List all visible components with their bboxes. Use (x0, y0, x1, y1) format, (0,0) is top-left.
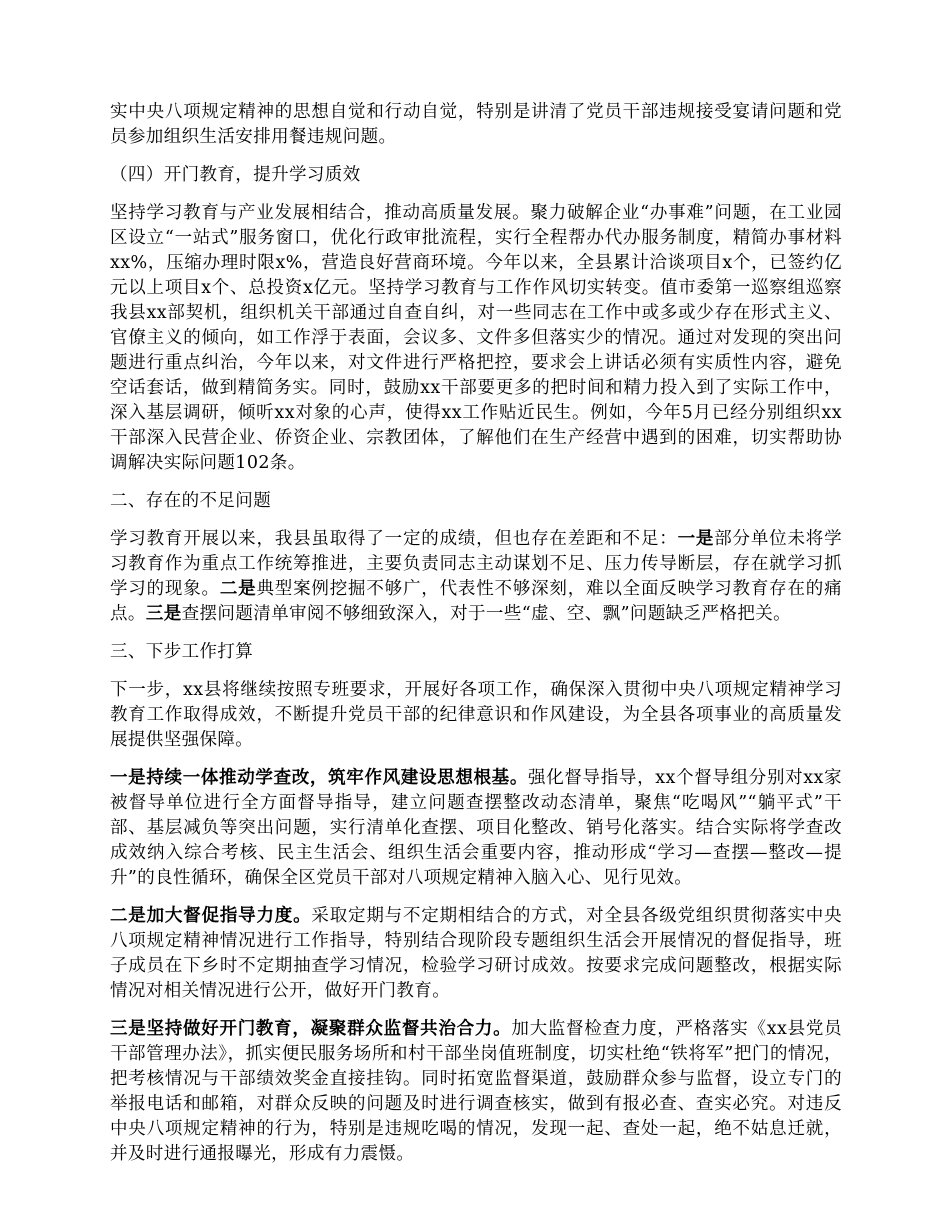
text-run: 查摆问题清单审阅不够细致深入，对于一些“虚、空、飘”问题缺乏严格把关。 (181, 604, 792, 624)
text-run: 部分单位未将学习教育作为重点工作统筹推进，主要负责同志主动谋划不足、压力传导断层，存在就学习抓学习的现象。 (110, 529, 842, 599)
text-run: 实中央八项规定精神的思想自觉和行动自觉，特别是讲清了党员干部违规接受宴请问题和党员参加组织生活安排用餐违规问题。 (110, 102, 842, 147)
bold-text-run: 二是 (219, 579, 257, 599)
section-heading (110, 640, 842, 665)
text-run: 下一步，xx县将继续按照专班要求，开展好各项工作，确保深入贯彻中央八项规定精神学习教育工作取得成效，不断提升党员干部的纪律意识和作风建设，为全县各项事业的高质量发展提供坚强保障。 (110, 680, 842, 750)
paragraph (110, 678, 842, 753)
section-heading (110, 163, 842, 188)
bold-text-run: 二是加大督促指导力度。 (110, 906, 312, 926)
text-run: 坚持学习教育与产业发展相结合，推动高质量发展。聚力破解企业“办事难”问题，在工业园区设立“一站式”服务窗口，优化行政审批流程，实行全程帮办代办服务制度，精简办事材料xx%，压缩办理时限x%，营造良好营商环境。今年以来，全县累计洽谈项目x个，已签约亿元以上项目x个、总投资x亿元。坚持学习教育与工作作风切实转变。值市委第一巡察组巡察我县xx部契机，组织机关干部通过自查自纠，对一些同志在工作中或多或少存在形式主义、官僚主义的倾向，如工作浮于表面，会议多、文件多但落实少的情况。通过对发现的突出问题进行重点纠治，今年以来，对文件进行严格把控，要求会上讲话必须有实质性内容，避免空话套话，做到精简务实。同时，鼓励xx干部要更多的把时间和精力投入到了实际工作中，深入基层调研，倾听xx对象的心声，使得xx工作贴近民生。例如，今年5月已经分别组织xx干部深入民营企业、侨资企业、宗教团体，了解他们在生产经营中遇到的困难，切实帮助协调解决实际问题102条。 (110, 203, 842, 473)
text-run: 加大监督检查力度，严格落实《xx县党员干部管理办法》，抓实便民服务场所和村干部坐岗值班制度，切实杜绝“铁将军”把门的情况，把考核情况与干部绩效奖金直接挂钩。同时拓宽监督渠道，鼓励群众参与监督，设立专门的举报电话和邮箱，对群众反映的问题及时进行调查核实，做到有报必查、查实必究。对违反中央八项规定精神的行为，特别是违规吃喝的情况，发现一起、查处一起，绝不姑息迁就，并及时进行通报曝光，形成有力震慑。 (110, 1019, 842, 1164)
section-heading (110, 489, 842, 514)
text-run: 强化督导指导，xx个督导组分别对xx家被督导单位进行全方面督导指导，建立问题查摆整改动态清单，聚焦“吃喝风”“躺平式”干部、基层减负等突出问题，实行清单化查摆、项目化整改、销号化落实。结合实际将学查改成效纳入综合考核、民主生活会、组织生活会重要内容，推动形成“学习—查摆—整改—提升”的良性循环，确保全区党员干部对八项规定精神入脑入心、见行见效。 (110, 768, 843, 888)
text-run: 三、下步工作打算 (110, 642, 254, 662)
bold-text-run: 三是坚持做好开门教育，凝聚群众监督共治合力。 (110, 1019, 512, 1039)
bold-text-run: 一是 (677, 529, 715, 549)
text-run: 典型案例挖掘不够广，代表性不够深刻，难以全面反映学习教育存在的痛点。 (110, 579, 842, 624)
text-run: 学习教育开展以来，我县虽取得了一定的成绩，但也存在差距和不足： (110, 529, 678, 549)
document-body (110, 100, 842, 1180)
text-run: 采取定期与不定期相结合的方式，对全县各级党组织贯彻落实中央八项规定精神情况进行工作指导，特别结合现阶段专题组织生活会开展情况的督促指导，班子成员在下乡时不定期抽查学习情况，检验学习研讨成效。按要求完成问题整改，根据实际情况对相关情况进行公开，做好开门教育。 (110, 906, 842, 1001)
text-run: （四）开门教育，提升学习质效 (110, 165, 361, 185)
text-run: 二、存在的不足问题 (110, 491, 272, 511)
paragraph (110, 904, 842, 1004)
paragraph (110, 100, 842, 150)
paragraph (110, 201, 842, 476)
bold-text-run: 三是 (145, 604, 182, 624)
bold-text-run: 一是持续一体推动学查改，筑牢作风建设思想根基。 (110, 768, 529, 788)
paragraph (110, 766, 842, 891)
paragraph (110, 1017, 842, 1167)
paragraph (110, 527, 842, 627)
